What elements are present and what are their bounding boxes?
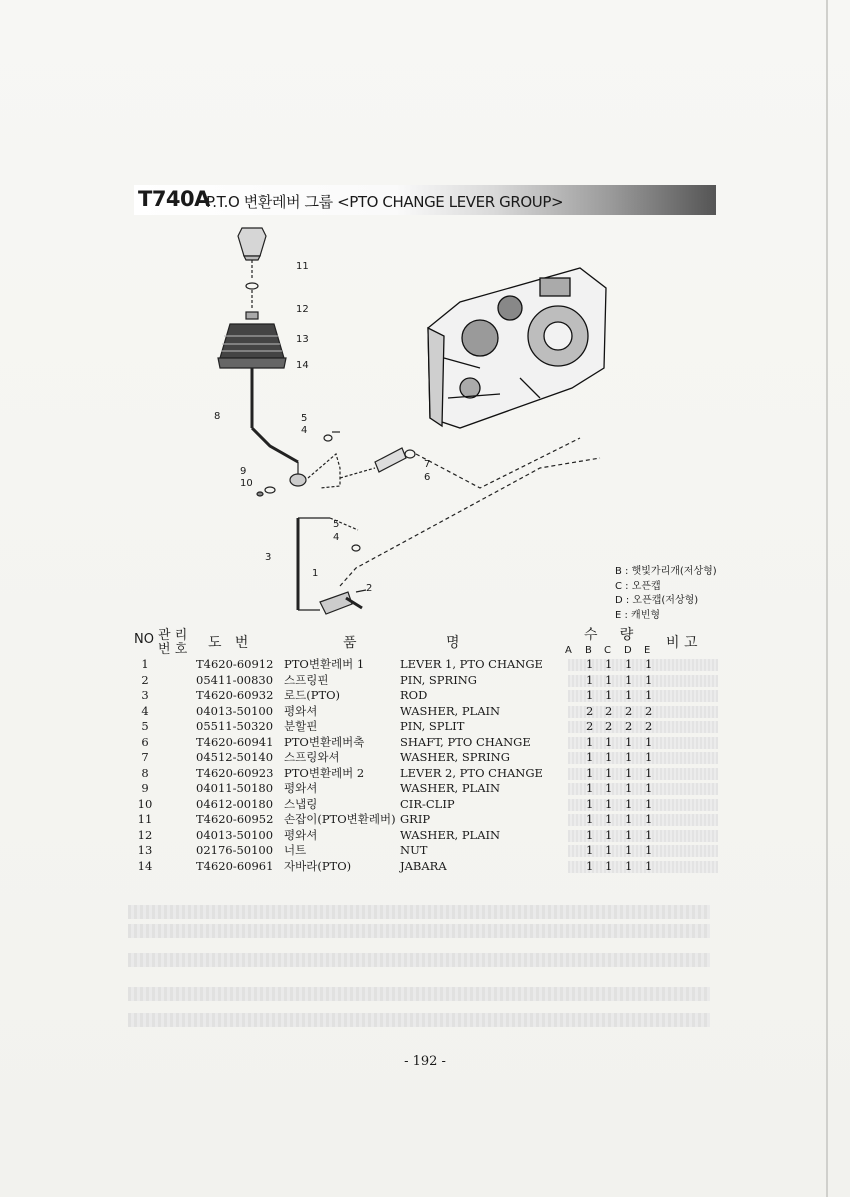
table-row: [128, 673, 718, 689]
row-english-name: LEVER 2, PTO CHANGE: [400, 765, 543, 780]
table-row: [128, 828, 718, 844]
row-korean-name: 스프링핀: [284, 672, 329, 687]
row-qty-c: 2: [605, 719, 613, 733]
row-qty-e: 2: [645, 703, 653, 718]
row-qty-b: 1: [586, 843, 594, 857]
row-no: 7: [141, 750, 149, 764]
row-drawing-no: T4620-60952: [196, 812, 274, 826]
callout-4-upper: 4: [301, 425, 308, 436]
header-qty: 수 량: [584, 627, 634, 643]
callout-13: 13: [296, 334, 309, 345]
row-qty-b: 2: [586, 703, 594, 718]
legend-item-c: C : 오픈캡: [615, 580, 661, 592]
callout-11: 11: [296, 261, 309, 272]
callout-12: 12: [296, 304, 309, 315]
row-qty-b: 1: [586, 858, 594, 873]
row-no: 6: [141, 734, 149, 749]
row-qty-b: 1: [586, 812, 594, 826]
row-qty-d: 1: [625, 827, 633, 842]
row-no: 11: [137, 812, 153, 826]
parts-table: [128, 657, 718, 874]
row-qty-c: 1: [605, 796, 613, 811]
row-no: 10: [137, 796, 153, 811]
header-no: NO: [134, 632, 154, 647]
row-no: 3: [141, 688, 149, 702]
row-korean-name: 스프링와셔: [284, 750, 340, 764]
row-qty-b: 1: [586, 688, 594, 702]
header-name-a: 품: [343, 635, 357, 651]
row-english-name: SHAFT, PTO CHANGE: [400, 734, 531, 749]
row-qty-e: 1: [645, 781, 653, 795]
row-english-name: PIN, SPRING: [400, 672, 477, 687]
row-korean-name: 자바라(PTO): [284, 858, 352, 873]
row-english-name: WASHER, PLAIN: [400, 827, 501, 842]
callout-8: 8: [214, 411, 221, 422]
table-row: [128, 750, 718, 766]
row-qty-b: 1: [586, 827, 594, 842]
row-qty-e: 1: [645, 858, 653, 873]
row-english-name: PIN, SPLIT: [400, 719, 465, 733]
header-mgmt-bottom: 번 호: [158, 642, 188, 657]
row-english-name: GRIP: [400, 812, 431, 826]
row-qty-e: 1: [645, 812, 653, 826]
table-row: [128, 766, 718, 782]
row-qty-c: 1: [605, 750, 613, 764]
row-no: 5: [141, 719, 149, 733]
row-korean-name: 너트: [284, 843, 307, 857]
row-korean-name: PTO변환레버 2: [284, 765, 365, 780]
row-qty-d: 1: [625, 812, 633, 826]
table-row: [128, 719, 718, 735]
row-no: 13: [137, 843, 153, 857]
table-row: [128, 704, 718, 720]
empty-row-band: [128, 905, 710, 919]
table-row: [128, 688, 718, 704]
row-no: 12: [137, 827, 153, 842]
row-qty-e: 1: [645, 765, 653, 780]
header-mgmt-top: 관 리: [158, 628, 188, 643]
row-qty-b: 1: [586, 672, 594, 687]
header-drawing-no: 도 번: [208, 635, 249, 651]
row-drawing-no: 05511-50320: [196, 719, 274, 733]
row-drawing-no: T4620-60932: [196, 688, 274, 702]
row-english-name: JABARA: [400, 858, 447, 873]
row-qty-e: 1: [645, 827, 653, 842]
row-qty-c: 1: [605, 657, 613, 671]
row-qty-c: 1: [605, 688, 613, 702]
row-qty-e: 1: [645, 672, 653, 687]
row-korean-name: 평와셔: [284, 827, 318, 842]
callout-14: 14: [296, 360, 309, 371]
header-qty-c: C: [604, 645, 611, 656]
row-no: 4: [141, 703, 149, 718]
row-drawing-no: 04013-50100: [196, 703, 274, 718]
row-drawing-no: T4620-60941: [196, 734, 274, 749]
row-korean-name: 스냅링: [284, 796, 318, 811]
table-row: [128, 781, 718, 797]
row-qty-d: 1: [625, 858, 633, 873]
row-qty-c: 1: [605, 827, 613, 842]
row-drawing-no: 04011-50180: [196, 781, 274, 795]
callout-2: 2: [366, 583, 373, 594]
row-qty-d: 1: [625, 688, 633, 702]
row-no: 2: [141, 672, 149, 687]
row-qty-e: 1: [645, 750, 653, 764]
row-english-name: WASHER, PLAIN: [400, 781, 501, 795]
header-remarks: 비 고: [666, 635, 698, 651]
table-row: [128, 859, 718, 875]
callout-5-upper: 5: [301, 413, 308, 424]
row-qty-d: 1: [625, 750, 633, 764]
callout-1: 1: [312, 568, 319, 579]
row-qty-c: 1: [605, 672, 613, 687]
row-korean-name: 로드(PTO): [284, 688, 341, 702]
empty-row-band: [128, 924, 710, 938]
row-qty-c: 1: [605, 781, 613, 795]
row-english-name: NUT: [400, 843, 428, 857]
row-qty-e: 1: [645, 688, 653, 702]
row-qty-c: 1: [605, 843, 613, 857]
row-drawing-no: 05411-00830: [196, 672, 274, 687]
row-qty-e: 2: [645, 719, 653, 733]
empty-row-band: [128, 953, 710, 967]
row-drawing-no: 04612-00180: [196, 796, 274, 811]
row-no: 14: [137, 858, 153, 873]
header-qty-a: A: [565, 645, 572, 656]
row-qty-d: 1: [625, 796, 633, 811]
row-qty-c: 1: [605, 765, 613, 780]
model-legend: [615, 565, 717, 623]
legend-item-e: E : 캐빈형: [615, 609, 661, 621]
row-qty-d: 1: [625, 843, 633, 857]
row-qty-b: 2: [586, 719, 594, 733]
group-code: T740A: [138, 187, 210, 211]
row-drawing-no: T4620-60961: [196, 858, 274, 873]
row-korean-name: 평와셔: [284, 703, 318, 718]
row-drawing-no: T4620-60923: [196, 765, 274, 780]
group-title: P.T.O 변환레버 그룹 <PTO CHANGE LEVER GROUP>: [206, 193, 564, 211]
callout-4-lower: 4: [333, 532, 340, 543]
row-english-name: LEVER 1, PTO CHANGE: [400, 657, 543, 671]
row-qty-d: 1: [625, 657, 633, 671]
table-row: [128, 812, 718, 828]
row-no: 1: [141, 657, 149, 671]
callout-10: 10: [240, 478, 253, 489]
row-qty-b: 1: [586, 781, 594, 795]
row-qty-d: 1: [625, 781, 633, 795]
row-qty-c: 1: [605, 858, 613, 873]
table-row: [128, 797, 718, 813]
row-korean-name: 손잡이(PTO변환레버): [284, 812, 396, 826]
row-qty-c: 2: [605, 703, 613, 718]
row-qty-c: 1: [605, 812, 613, 826]
row-drawing-no: 04013-50100: [196, 827, 274, 842]
legend-item-b: B : 햇빛가리개(저상형): [615, 566, 717, 577]
row-drawing-no: T4620-60912: [196, 657, 274, 671]
row-qty-c: 1: [605, 734, 613, 749]
callout-3: 3: [265, 552, 272, 563]
row-qty-e: 1: [645, 796, 653, 811]
callout-6: 6: [424, 472, 431, 483]
row-korean-name: 평와셔: [284, 781, 318, 795]
row-english-name: ROD: [400, 688, 428, 702]
row-english-name: WASHER, SPRING: [400, 750, 510, 764]
row-qty-e: 1: [645, 843, 653, 857]
empty-row-band: [128, 987, 710, 1001]
row-korean-name: PTO변환레버축: [284, 734, 365, 749]
row-qty-e: 1: [645, 734, 653, 749]
row-english-name: CIR-CLIP: [400, 796, 455, 811]
table-row: [128, 735, 718, 751]
header-qty-d: D: [624, 645, 632, 656]
row-qty-d: 2: [625, 703, 633, 718]
row-drawing-no: 04512-50140: [196, 750, 274, 764]
header-qty-b: B: [585, 645, 592, 656]
row-qty-d: 2: [625, 719, 633, 733]
legend-item-d: D : 오픈캡(저상형): [615, 595, 699, 606]
row-korean-name: PTO변환레버 1: [284, 657, 365, 671]
row-qty-b: 1: [586, 765, 594, 780]
row-qty-e: 1: [645, 657, 653, 671]
table-row: [128, 657, 718, 673]
row-qty-d: 1: [625, 734, 633, 749]
callout-5-lower: 5: [333, 519, 340, 530]
row-qty-d: 1: [625, 765, 633, 780]
row-qty-b: 1: [586, 750, 594, 764]
row-qty-b: 1: [586, 657, 594, 671]
row-english-name: WASHER, PLAIN: [400, 703, 501, 718]
header-name-b: 명: [446, 635, 460, 651]
empty-row-band: [128, 1013, 710, 1027]
row-drawing-no: 02176-50100: [196, 843, 274, 857]
table-row: [128, 843, 718, 859]
callout-7: 7: [424, 459, 431, 470]
page-edge-right: [826, 0, 828, 1197]
row-qty-d: 1: [625, 672, 633, 687]
row-qty-b: 1: [586, 796, 594, 811]
row-qty-b: 1: [586, 734, 594, 749]
row-no: 8: [141, 765, 149, 780]
page-number: - 192 -: [404, 1054, 446, 1069]
row-no: 9: [141, 781, 149, 795]
callout-9: 9: [240, 466, 247, 477]
row-korean-name: 분할핀: [284, 719, 318, 733]
parts-diagram: [180, 218, 620, 618]
header-qty-e: E: [644, 645, 651, 656]
